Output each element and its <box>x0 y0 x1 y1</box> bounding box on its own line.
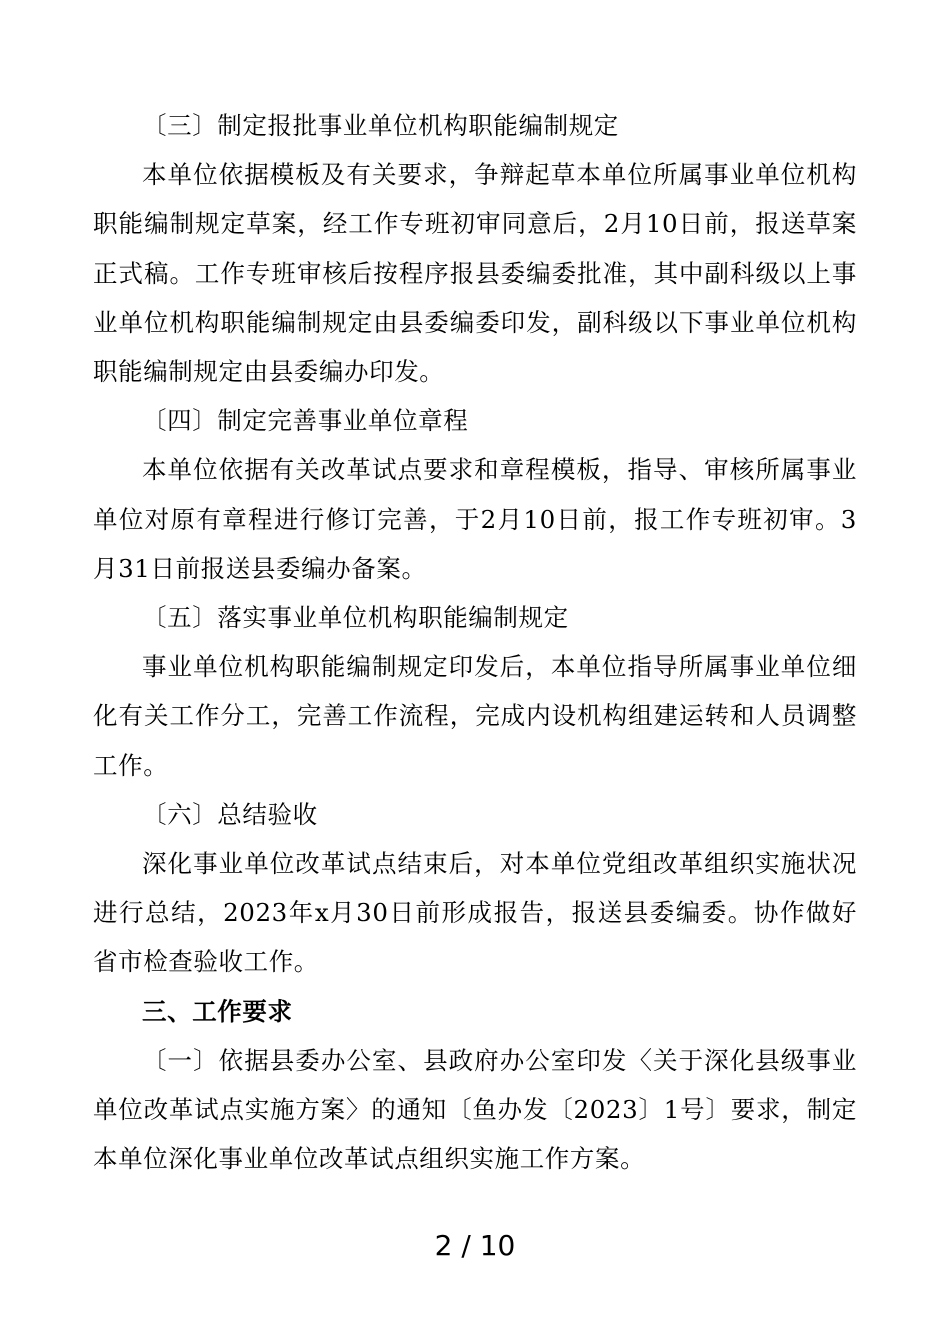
section-4-paragraph: 本单位依据有关改革试点要求和章程模板，指导、审核所属事业单位对原有章程进行修订完善，于2月10日前，报工作专班初审。3月31日前报送县委编办备案。 <box>93 455 857 583</box>
section-3-paragraph: 本单位依据模板及有关要求，争辩起草本单位所属事业单位机构职能编制规定草案，经工作专班初审同意后，2月10日前，报送草案正式稿。工作专班审核后按程序报县委编委批准，其中副科级以上事业单位机构职能编制规定由县委编委印发，副科级以下事业单位机构职能编制规定由县委编办印发。 <box>93 160 857 387</box>
part-3-heading: 三、工作要求 <box>142 996 293 1026</box>
section-6-paragraph: 深化事业单位改革试点结束后，对本单位党组改革组织实施状况进行总结，2023年x月30日前形成报告，报送县委编委。协作做好省市检查验收工作。 <box>93 849 857 977</box>
section-3-heading: 〔三〕制定报批事业单位机构职能编制规定 <box>142 111 619 140</box>
section-5-heading: 〔五〕落实事业单位机构职能编制规定 <box>142 603 569 633</box>
section-6-heading: 〔六〕总结验收 <box>142 799 318 829</box>
requirement-1-paragraph: 〔一〕依据县委办公室、县政府办公室印发〈关于深化县级事业单位改革试点实施方案〉的通知〔鱼办发〔2023〕1号〕要求，制定本单位深化事业单位改革试点组织实施工作方案。 <box>93 1045 857 1174</box>
section-5-paragraph: 事业单位机构职能编制规定印发后，本单位指导所属事业单位细化有关工作分工，完善工作流程，完成内设机构组建运转和人员调整工作。 <box>93 652 857 780</box>
document-body <box>93 101 857 1183</box>
page-number: 2 / 10 <box>434 1229 516 1262</box>
section-4-heading: 〔四〕制定完善事业单位章程 <box>142 406 469 436</box>
